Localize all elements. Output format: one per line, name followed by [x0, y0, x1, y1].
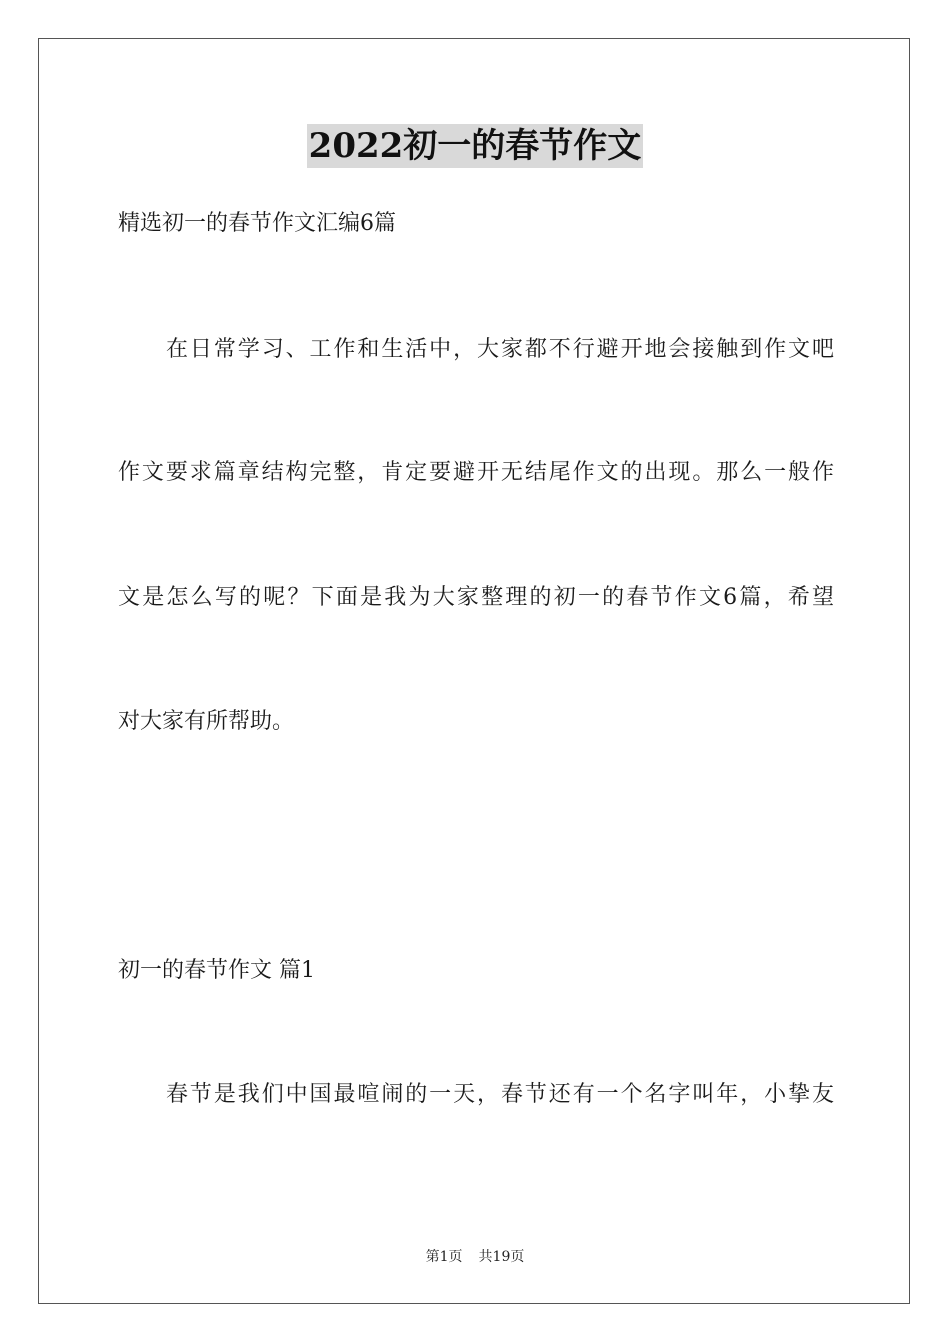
page-number: 第1页	[425, 1249, 463, 1265]
title-container	[0, 124, 950, 168]
document-subtitle: 精选初一的春节作文汇编6篇	[118, 211, 396, 236]
document-title: 2022初一的春节作文	[308, 126, 642, 166]
page-footer	[0, 1247, 950, 1267]
intro-line-4: 对大家有所帮助。	[118, 709, 295, 734]
page-total: 共19页	[478, 1249, 525, 1265]
intro-line-1: 在日常学习、工作和生活中，大家都不行避开地会接触到作文吧	[166, 337, 834, 362]
intro-line-3: 文是怎么写的呢？下面是我为大家整理的初一的春节作文6篇，希望	[118, 585, 834, 610]
intro-line-2: 作文要求篇章结构完整，肯定要避开无结尾作文的出现。那么一般作	[118, 460, 834, 485]
section-heading: 初一的春节作文 篇1	[118, 958, 315, 983]
section-paragraph-line-1: 春节是我们中国最喧闹的一天，春节还有一个名字叫年，小挚友	[166, 1082, 834, 1107]
